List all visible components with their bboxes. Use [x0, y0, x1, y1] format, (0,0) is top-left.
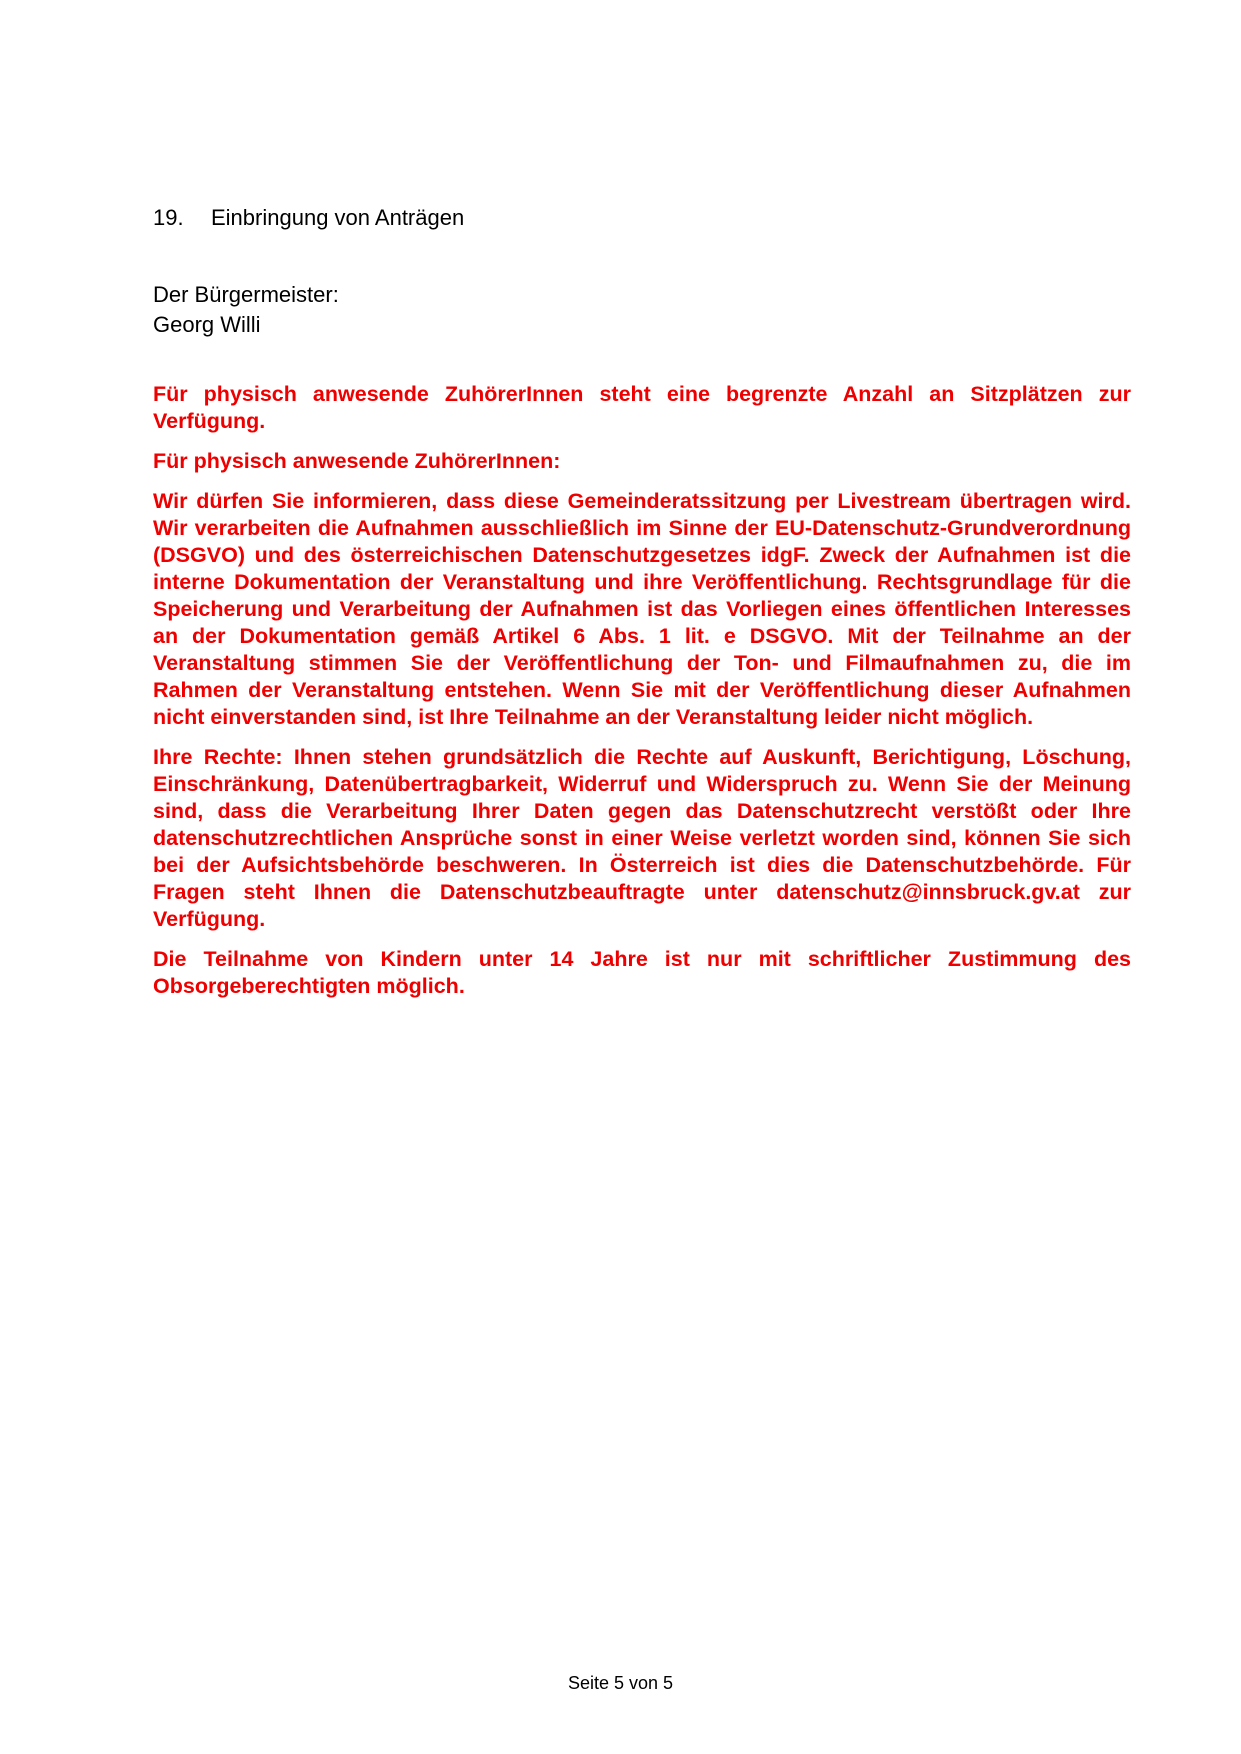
signature-name: Georg Willi — [153, 312, 261, 337]
notice-livestream: Wir dürfen Sie informieren, dass diese Gemeinderatssitzung per Livestream übertragen wird. Wir verarbeiten die Aufnahmen ausschließlich im Sinne der EU-Datenschutz-Grundverordnung (DSGVO) und des österreichischen Datenschutzgesetzes idgF. Zweck der Aufnahmen ist die interne Dokumentation der Veranstaltung und ihre Veröffentlichung. Rechtsgrundlage für die Speicherung und Verarbeitung der Aufnahmen ist das Vorliegen eines öffentlichen Interesses an der Dokumentation gemäß Artikel 6 Abs. 1 lit. e DSGVO. Mit der Teilnahme an der Veranstaltung stimmen Sie der Veröffentlichung der Ton- und Filmaufnahmen zu, die im Rahmen der Veranstaltung entstehen. Wenn Sie mit der Veröffentlichung dieser Aufnahmen nicht einverstanden sind, ist Ihre Teilnahme an der Veranstaltung leider nicht möglich. — [153, 489, 1131, 729]
signature-block — [153, 280, 339, 340]
agenda-item — [153, 204, 464, 232]
privacy-notice — [153, 381, 1131, 1013]
notice-rights: Ihre Rechte: Ihnen stehen grundsätzlich die Rechte auf Auskunft, Berichtigung, Löschung, Einschränkung, Datenübertragbarkeit, Widerruf und Widerspruch zu. Wenn Sie der Meinung sind, dass die Verarbeitung Ihrer Daten gegen das Datenschutzrecht verstößt oder Ihre datenschutzrechtlichen Ansprüche sonst in einer Weise verletzt worden sind, können Sie sich bei der Aufsichtsbehörde beschweren. In Österreich ist dies die Datenschutzbehörde. Für Fragen steht Ihnen die Datenschutzbeauftragte unter datenschutz@innsbruck.gv.at zur Verfügung. — [153, 745, 1131, 931]
agenda-item-title: Einbringung von Anträgen — [211, 205, 465, 230]
signature-role: Der Bürgermeister: — [153, 282, 339, 307]
page-number: Seite 5 von 5 — [567, 1673, 674, 1693]
page-footer — [0, 1672, 1241, 1694]
notice-audience-heading: Für physisch anwesende ZuhörerInnen: — [153, 449, 561, 473]
agenda-item-number: 19. — [153, 205, 184, 230]
notice-seating: Für physisch anwesende ZuhörerInnen steht eine begrenzte Anzahl an Sitzplätzen zur Verfügung. — [153, 382, 1131, 433]
notice-children: Die Teilnahme von Kindern unter 14 Jahre ist nur mit schriftlicher Zustimmung des Obsorgeberechtigten möglich. — [153, 947, 1131, 998]
